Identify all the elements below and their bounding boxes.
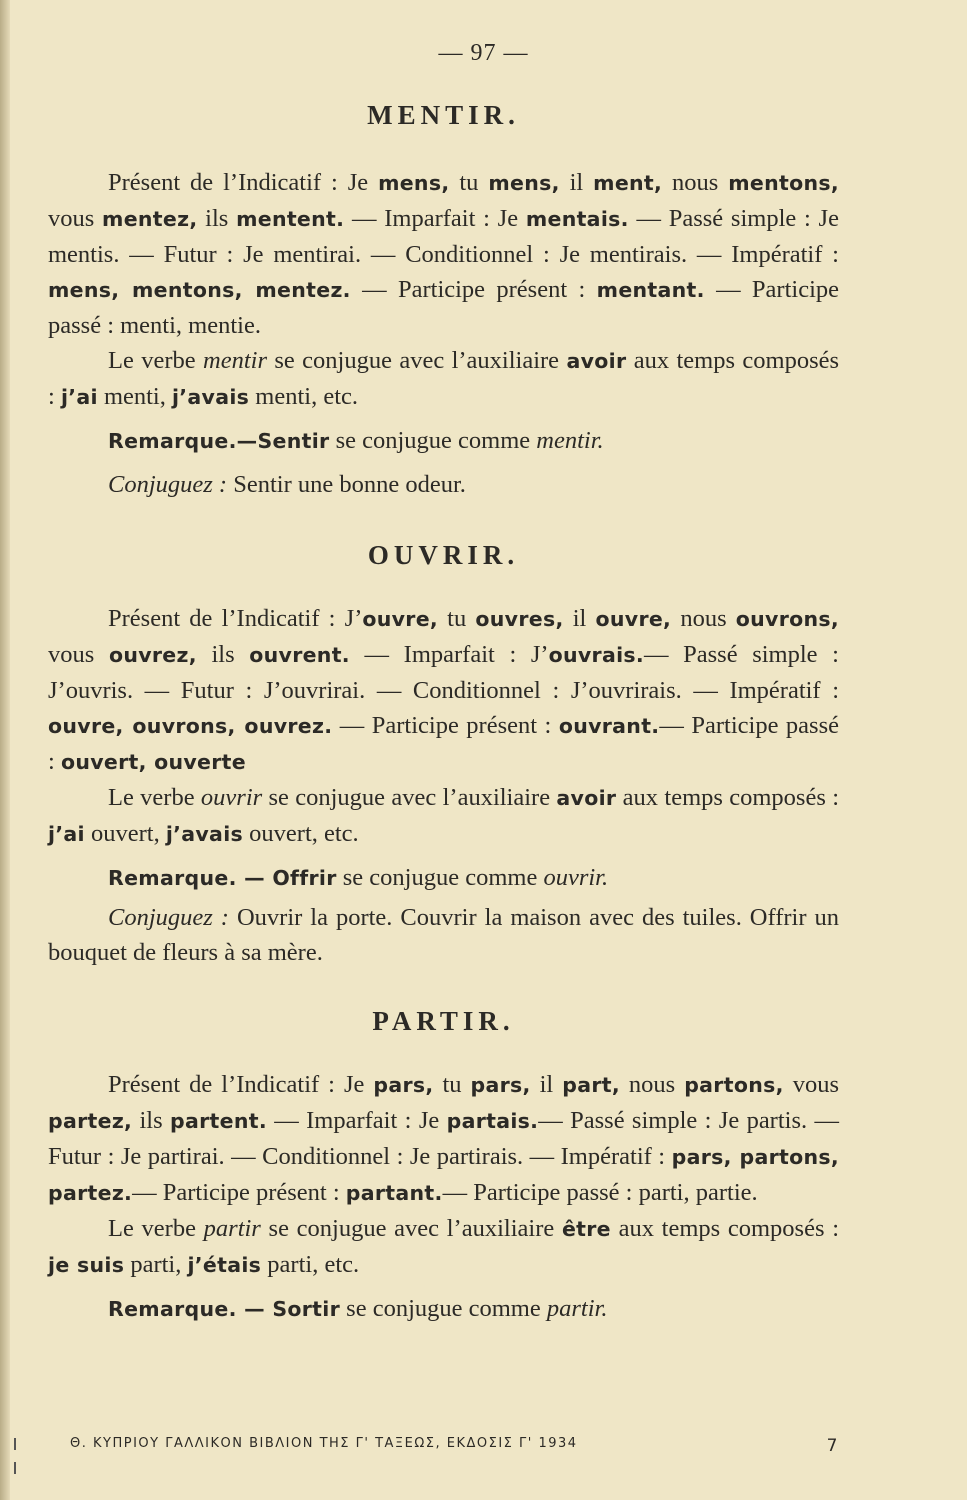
verb-form: pars, — [470, 1073, 531, 1097]
note-text: aux temps composés : — [616, 784, 840, 811]
auxiliary-note-ouvrir — [48, 780, 839, 852]
verb-italic: mentir. — [536, 427, 604, 454]
pronoun: Je — [343, 1071, 374, 1098]
verb-form: ouvrez, — [108, 643, 197, 667]
verb-form: Sortir — [272, 1297, 341, 1321]
verb-form: j’ai — [48, 822, 85, 846]
pronoun: vous — [783, 1071, 839, 1098]
pronoun: nous — [662, 169, 729, 196]
note-text: se conjugue avec l’auxiliaire — [266, 347, 567, 374]
verb-form: part, — [562, 1073, 620, 1097]
verb-form: j’étais — [187, 1253, 262, 1277]
note-text: ouvert, etc. — [243, 820, 359, 847]
exercise-ouvrir — [48, 900, 839, 970]
note-text: aux temps composés : — [610, 1215, 840, 1242]
note-text: se conjugue comme — [329, 427, 537, 454]
pronoun: tu — [433, 1071, 471, 1098]
note-text: se conjugue comme — [336, 864, 544, 891]
verb-form: j’avais — [171, 385, 250, 409]
verb-form: mentons, — [728, 171, 839, 195]
tense-label: — Participe présent : — [350, 276, 597, 303]
pronoun: ils — [197, 205, 237, 232]
pronoun: il — [563, 605, 596, 632]
exercise-label: Conjuguez : — [108, 471, 228, 498]
pronoun: ils — [132, 1107, 171, 1134]
heading-mentir: MENTIR. — [367, 100, 520, 130]
margin-mark — [14, 1462, 16, 1474]
sheet-number: 7 — [826, 1436, 839, 1456]
tense-label: — Imparfait : Je — [344, 205, 526, 232]
auxiliary-note-mentir — [48, 343, 839, 415]
note-text: aux temps composés : — [48, 347, 840, 410]
margin-mark — [14, 1438, 16, 1450]
verb-form: mentez, — [102, 207, 198, 231]
exercise-mentir — [48, 467, 839, 502]
tense-label: — Participe présent : — [132, 1179, 346, 1206]
auxiliary-verb: avoir — [556, 786, 617, 810]
tense-text: — Participe passé : parti, partie. — [442, 1179, 758, 1206]
verb-form: ouvrons, — [735, 607, 839, 631]
verb-form: j’ai — [60, 385, 98, 409]
tense-label: — Participe passé : — [48, 712, 839, 775]
tense-label: — Participe présent : — [332, 712, 559, 739]
auxiliary-verb: avoir — [566, 349, 627, 373]
note-text: se conjugue avec l’auxiliaire — [262, 784, 557, 811]
verb-form: je suis — [48, 1253, 125, 1277]
page-number: — 97 — — [438, 40, 529, 66]
pronoun: tu — [449, 169, 489, 196]
pronoun: nous — [619, 1071, 685, 1098]
conjugation-paragraph-ouvrir — [48, 601, 839, 780]
tense-text: — Passé simple : Je mentis. — Futur : Je mentirai. — Conditionnel : Je mentirais. — Impératif : — [48, 205, 839, 268]
auxiliary-verb: être — [561, 1217, 611, 1241]
tense-label: Présent de l’Indicatif : — [108, 169, 348, 196]
verb-form: ouvres, — [475, 607, 564, 631]
pronoun: il — [530, 1071, 563, 1098]
tense-label: — Imparfait : Je — [266, 1107, 447, 1134]
verb-form: pars, partons, partez. — [48, 1145, 839, 1205]
verb-form: ment, — [593, 171, 663, 195]
remark-mentir — [48, 423, 839, 459]
pronoun: ils — [196, 641, 250, 668]
footer-imprint: Θ. ΚΥΠΡΙΟΥ ΓΑΛΛΙΚΟΝ ΒΙΒΛΙΟΝ ΤΗΣ Γ' ΤΑΞΕΩΣ, ΕΚΔΟΣΙΣ Γ' 1934 — [70, 1436, 578, 1451]
verb-form: pars, — [373, 1073, 434, 1097]
verb-form: mens, mentons, mentez. — [48, 278, 351, 302]
verb-form: partez, — [48, 1109, 133, 1133]
note-text: se conjugue comme — [340, 1295, 547, 1322]
note-text: Le verbe — [108, 784, 201, 811]
verb-form: ouvrais. — [548, 643, 644, 667]
pronoun: tu — [438, 605, 476, 632]
note-text: ouvert, — [84, 820, 166, 847]
verb-form: mentais. — [525, 207, 629, 231]
verb-form: mens, — [378, 171, 450, 195]
footer-imprint-line — [70, 1436, 839, 1456]
heading-partir: PARTIR. — [372, 1006, 515, 1036]
exercise-text: Ouvrir la porte. Couvrir la maison avec des tuiles. Offrir un bouquet de fleurs à sa mère. — [48, 904, 840, 966]
note-text: se conjugue avec l’auxiliaire — [260, 1215, 562, 1242]
page-content — [48, 100, 839, 1327]
verb-form: ouvre, — [362, 607, 439, 631]
tense-label: — Imparfait : J’ — [349, 641, 549, 668]
remark-label: Remarque. — — [108, 1297, 273, 1321]
pronoun: il — [559, 169, 594, 196]
verb-italic: ouvrir — [200, 784, 263, 811]
pronoun: Je — [347, 169, 379, 196]
note-text: menti, — [97, 383, 172, 410]
verb-form: partent. — [170, 1109, 267, 1133]
note-text: Le verbe — [108, 347, 204, 374]
tense-text: — Passé simple : Je partis. — Futur : Je partirai. — Conditionnel : Je partirais. — Impératif : — [48, 1107, 839, 1170]
verb-form: partant. — [345, 1181, 443, 1205]
verb-form: Offrir — [272, 866, 337, 890]
verb-form: mentant. — [596, 278, 705, 302]
note-text: parti, etc. — [261, 1251, 360, 1278]
note-text: parti, — [124, 1251, 188, 1278]
auxiliary-note-partir — [48, 1211, 839, 1283]
remark-label: Remarque.— — [108, 429, 258, 453]
verb-form: j’avais — [165, 822, 244, 846]
verb-form: ouvrant. — [558, 714, 660, 738]
remark-ouvrir — [48, 860, 839, 896]
pronoun: vous — [48, 641, 109, 668]
exercise-label: Conjuguez : — [108, 904, 229, 931]
exercise-text: Sentir une bonne odeur. — [227, 471, 466, 498]
note-text: Le verbe — [108, 1215, 204, 1242]
tense-label: Présent de l’Indicatif : — [108, 1071, 344, 1098]
note-text: menti, etc. — [249, 383, 359, 410]
conjugation-paragraph-partir — [48, 1067, 839, 1211]
verb-italic: partir. — [546, 1295, 608, 1322]
tense-text: — Participe passé : menti, mentie. — [48, 276, 840, 339]
verb-form: Sentir — [257, 429, 330, 453]
remark-partir — [48, 1291, 839, 1327]
verb-form: partons, — [684, 1073, 784, 1097]
page-binding-edge — [0, 0, 10, 1500]
pronoun: J’ — [344, 605, 363, 632]
verb-italic: partir — [203, 1215, 261, 1242]
verb-form: ouvrent. — [249, 643, 350, 667]
pronoun: nous — [671, 605, 736, 632]
verb-form: mens, — [488, 171, 560, 195]
heading-ouvrir: OUVRIR. — [367, 540, 520, 570]
verb-form: ouvert, ouverte — [60, 750, 246, 774]
verb-form: partais. — [446, 1109, 539, 1133]
tense-text: — Passé simple : J’ouvris. — Futur : J’ouvrirai. — Conditionnel : J’ouvrirais. — Impératif : — [48, 641, 839, 704]
verb-italic: ouvrir. — [543, 864, 609, 891]
verb-form: ouvre, — [595, 607, 672, 631]
tense-label: Présent de l’Indicatif : — [108, 605, 345, 632]
verb-italic: mentir — [203, 347, 267, 374]
verb-form: ouvre, ouvrons, ouvrez. — [48, 714, 333, 738]
pronoun: vous — [48, 205, 103, 232]
conjugation-paragraph-mentir — [48, 165, 839, 343]
verb-form: mentent. — [236, 207, 345, 231]
remark-label: Remarque. — — [108, 866, 273, 890]
